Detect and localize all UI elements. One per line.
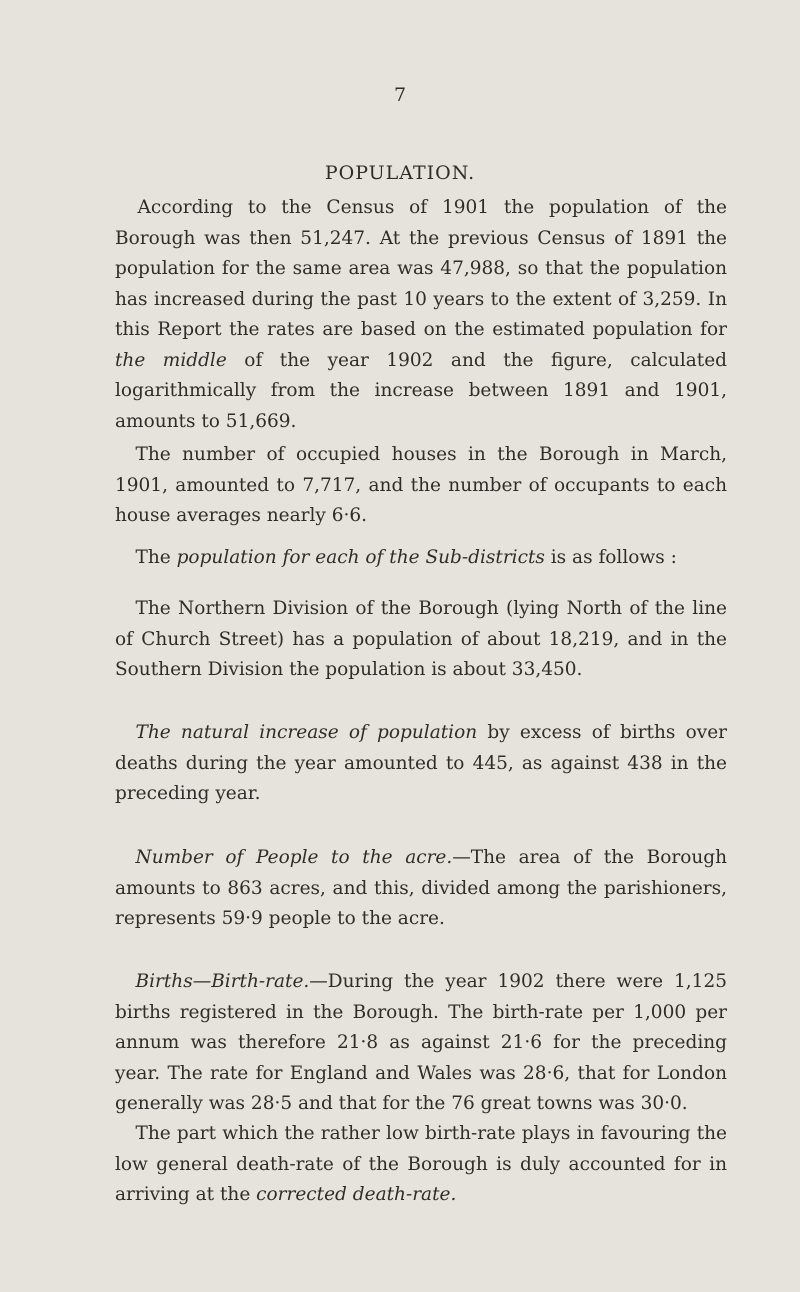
paragraph-text: The part which the rather low birth-rate plays in favouring the low general death-rate of the Borough is duly accounted for in arriving at the [115, 1123, 727, 1205]
paragraph-corrected-death-rate [115, 1119, 727, 1211]
paragraph-natural-increase [115, 718, 727, 810]
paragraph-houses [115, 440, 727, 532]
paragraph-text: —The area of the Borough amounts to 863 acres, and this, divided among the parishioners, represents 59·9 people to the acre. [115, 847, 728, 929]
page-number: 7 [393, 84, 407, 106]
emphasis-text: Number of People to the acre. [135, 847, 453, 868]
paragraph-text: —During the year 1902 there were 1,125 births registered in the Borough. The birth-rate per 1,000 per annum was therefore 21·8 as against 21·6 for the preceding year. The rate for England and Wales was 28·6, that for London generally was 28·5 and that for the 76 great towns was 30·0. [115, 971, 727, 1114]
paragraph-text: According to the Census of 1901 the population of the Borough was then 51,247. At the previous Census of 1891 the population for the same area was 47,988, so that the population has increased during the past 10 years to the extent of 3,259. In this Report the rates are based on the estimated population for [115, 197, 727, 340]
paragraph-census [115, 193, 727, 437]
paragraph-text: The [135, 547, 177, 568]
paragraph-text: of the year 1902 and the figure, calculated logarithmically from the increase between 1891 and 1901, amounts to 51,669. [115, 349, 728, 432]
section-title: POPULATION. [324, 162, 476, 184]
emphasis-text: population for each of the Sub-districts [176, 547, 545, 568]
paragraph-divisions [115, 594, 727, 686]
paragraph-birth-rate [115, 967, 727, 1120]
paragraph-people-per-acre [115, 843, 727, 935]
emphasis-text: the middle [115, 349, 227, 371]
paragraph-text: The number of occupied houses in the Borough in March, 1901, amounted to 7,717, and the number of occupants to each house averages nearly 6·6. [115, 444, 727, 526]
emphasis-text: The natural increase of population [135, 722, 478, 743]
emphasis-text: Births—Birth-rate. [135, 971, 310, 992]
paragraph-subdistricts-intro [115, 543, 727, 574]
emphasis-text: corrected death-rate. [256, 1184, 457, 1205]
paragraph-text: is as follows : [544, 547, 677, 568]
paragraph-text: by excess of births over deaths during the year amounted to 445, as against 438 in the preceding year. [115, 722, 727, 804]
paragraph-text: The Northern Division of the Borough (lying North of the line of Church Street) has a population of about 18,219, and in the Southern Division the population is about 33,450. [115, 598, 727, 680]
